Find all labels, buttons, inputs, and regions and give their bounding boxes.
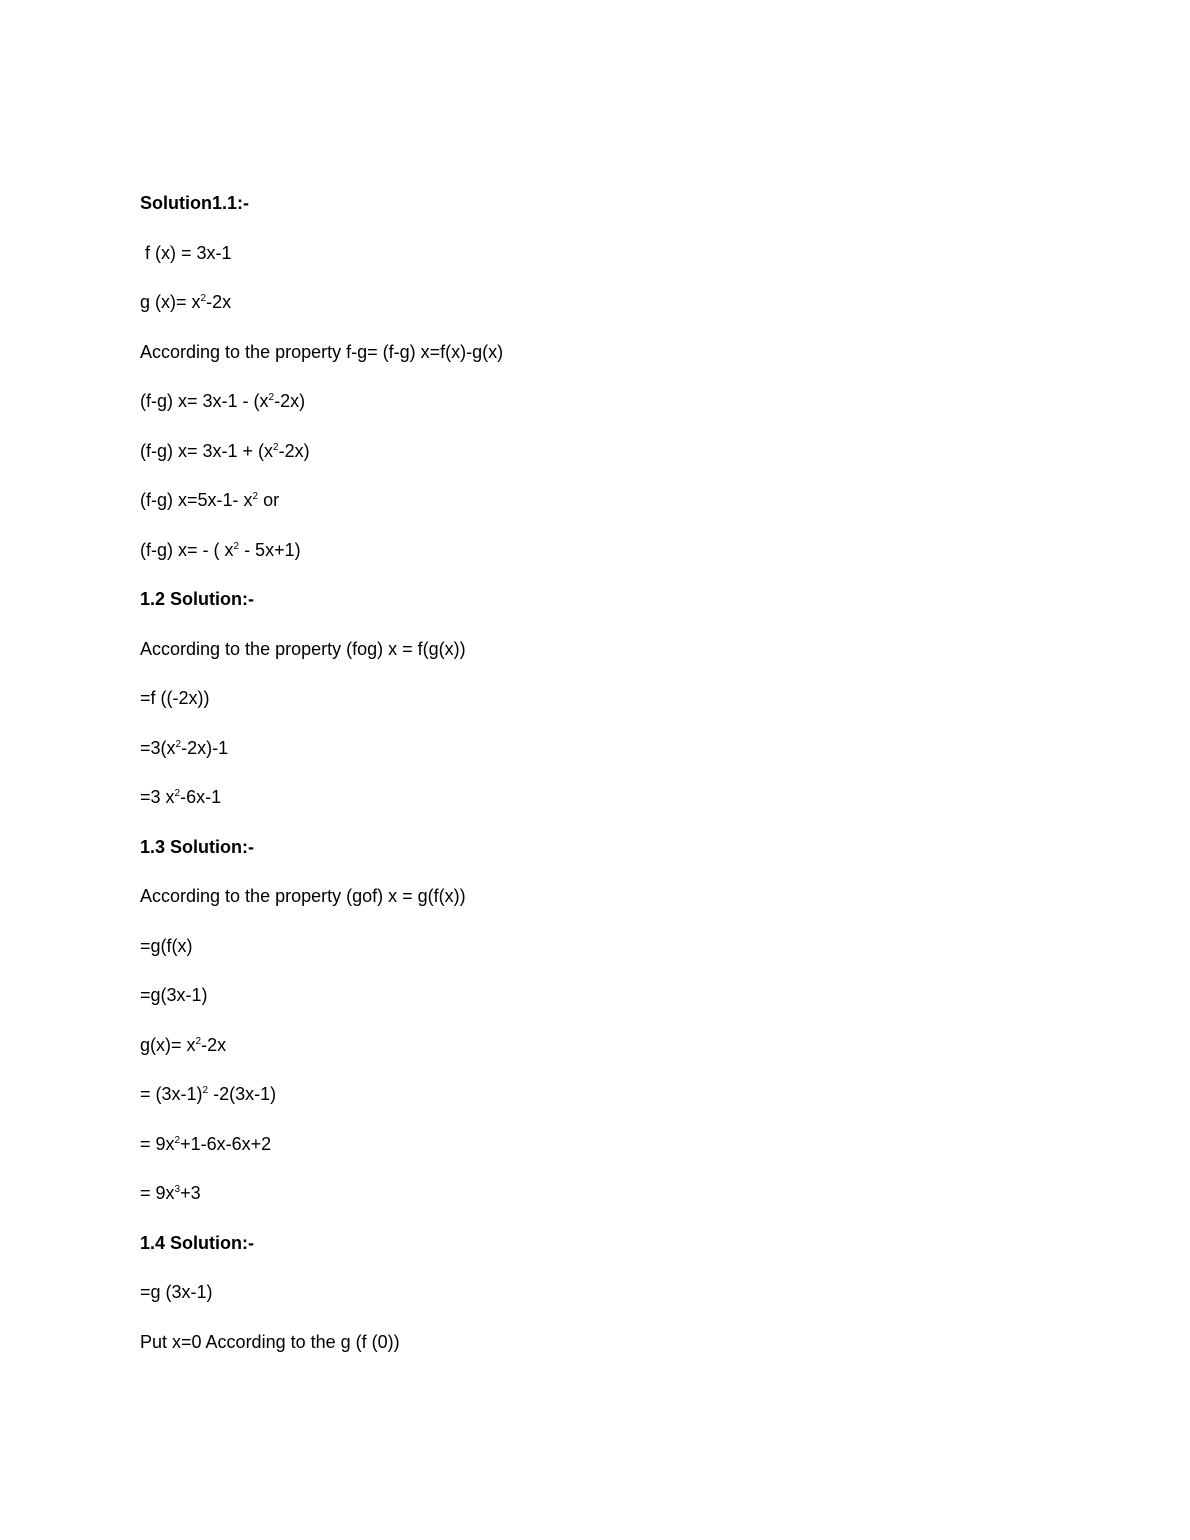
superscript: 2 — [268, 392, 275, 403]
math-line — [140, 783, 1040, 833]
superscript: 2 — [273, 441, 279, 453]
math-line — [140, 1031, 1040, 1081]
text-segment: Solution1.1:- — [140, 193, 249, 213]
text-segment: 1.3 Solution:- — [140, 836, 254, 857]
math-line — [140, 437, 1040, 487]
math-line — [140, 536, 1040, 586]
math-line — [140, 387, 1040, 437]
text-segment: =g (3x-1) — [140, 1282, 213, 1302]
math-line — [140, 338, 1040, 388]
text-segment: g (x)= x — [140, 292, 201, 312]
superscript: 2 — [174, 1134, 181, 1146]
math-line — [140, 932, 1040, 982]
section-heading — [140, 1229, 1040, 1279]
text-segment: 1.4 Solution:- — [140, 1232, 254, 1253]
math-line — [140, 734, 1040, 784]
text-segment: =3(x — [140, 737, 176, 758]
superscript: 2 — [252, 491, 259, 502]
text-segment: (f-g) x= - ( x — [140, 539, 234, 560]
math-line — [140, 288, 1040, 338]
text-segment: = 9x — [140, 1133, 175, 1154]
math-line — [140, 1080, 1040, 1130]
text-segment: -6x-1 — [180, 787, 222, 807]
text-segment: -2x) — [278, 440, 310, 461]
text-segment: - 5x+1) — [239, 539, 301, 560]
math-line — [140, 981, 1040, 1031]
math-line — [140, 1130, 1040, 1180]
text-segment: -2x — [206, 292, 232, 312]
superscript: 3 — [174, 1184, 181, 1195]
text-segment: (f-g) x=5x-1- x — [140, 490, 253, 510]
text-segment: =3 x — [140, 787, 175, 807]
text-segment: =f ((-2x)) — [140, 688, 210, 708]
superscript: 2 — [200, 293, 207, 304]
math-line — [140, 1278, 1040, 1328]
text-segment: =g(f(x) — [140, 935, 193, 956]
section-heading — [140, 189, 1040, 239]
section-heading — [140, 585, 1040, 635]
text-segment: -2x — [201, 1034, 227, 1055]
superscript: 2 — [195, 1035, 202, 1047]
superscript: 2 — [174, 788, 181, 799]
math-line — [140, 882, 1040, 932]
text-segment: According to the property (fog) x = f(g(x)) — [140, 638, 466, 659]
text-segment: According to the property f-g= (f-g) x=f(x)-g(x) — [140, 341, 504, 362]
math-line — [140, 1179, 1040, 1229]
text-segment: f (x) = 3x-1 — [140, 242, 232, 263]
text-segment: or — [258, 490, 280, 510]
text-segment: =g(3x-1) — [140, 985, 208, 1005]
superscript: 2 — [233, 540, 240, 552]
superscript: 2 — [175, 738, 182, 750]
text-segment: = 9x — [140, 1183, 175, 1203]
section-heading — [140, 833, 1040, 883]
text-segment: = (3x-1) — [140, 1084, 203, 1104]
text-segment: Put x=0 According to the g (f (0)) — [140, 1331, 400, 1352]
text-segment: +1-6x-6x+2 — [180, 1133, 272, 1154]
text-segment: (f-g) x= 3x-1 + (x — [140, 440, 274, 461]
text-segment: -2x)-1 — [181, 737, 229, 758]
math-line — [140, 239, 1040, 289]
text-segment: -2x) — [274, 391, 306, 411]
document-page — [140, 189, 1040, 1377]
math-line — [140, 486, 1040, 536]
text-segment: +3 — [180, 1183, 201, 1203]
math-line — [140, 684, 1040, 734]
math-line — [140, 635, 1040, 685]
text-segment: 1.2 Solution:- — [140, 589, 254, 609]
math-line — [140, 1328, 1040, 1378]
text-segment: (f-g) x= 3x-1 - (x — [140, 391, 269, 411]
text-segment: -2(3x-1) — [208, 1084, 277, 1104]
superscript: 2 — [202, 1085, 209, 1096]
text-segment: g(x)= x — [140, 1034, 196, 1055]
text-segment: According to the property (gof) x = g(f(x)) — [140, 886, 466, 906]
